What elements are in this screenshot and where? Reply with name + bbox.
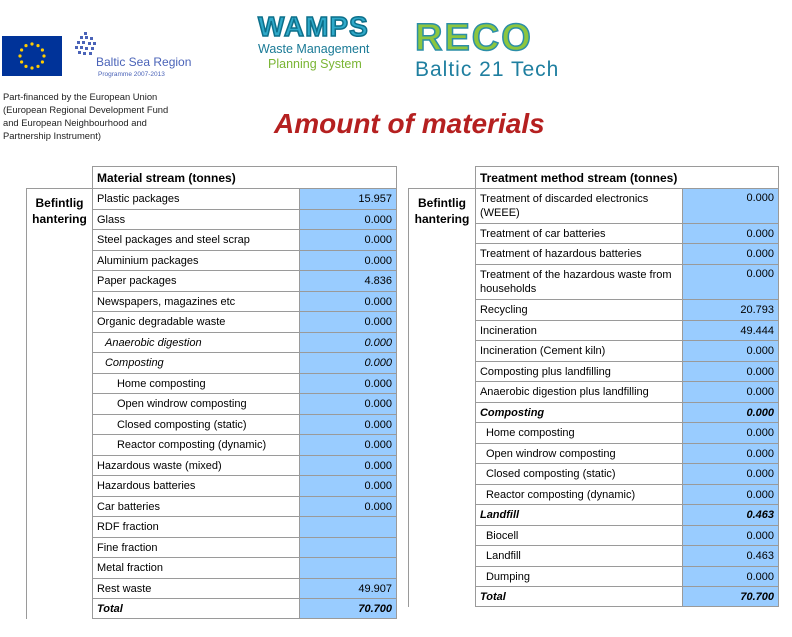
value-cell[interactable]: 0.000 bbox=[683, 189, 779, 224]
total-value: 70.700 bbox=[683, 587, 779, 607]
row-label: Rest waste bbox=[92, 579, 299, 599]
bsr-title: Baltic Sea Region bbox=[96, 55, 192, 69]
value-cell[interactable]: 0.000 bbox=[300, 374, 397, 394]
page-title: Amount of materials bbox=[274, 108, 545, 139]
row-label: Steel packages and steel scrap bbox=[92, 230, 299, 251]
row-label: Biocell bbox=[475, 526, 682, 546]
row-label: Aluminium packages bbox=[92, 251, 299, 271]
value-cell[interactable]: 20.793 bbox=[683, 300, 779, 321]
row-label: Fine fraction bbox=[92, 538, 299, 558]
row-label: Treatment of hazardous batteries bbox=[475, 244, 682, 265]
value-cell[interactable]: 0.000 bbox=[683, 362, 779, 382]
row-label: Landfill bbox=[475, 546, 682, 567]
value-cell[interactable]: 49.907 bbox=[300, 579, 397, 599]
baltic-sea-region-logo bbox=[66, 28, 196, 80]
value-cell[interactable]: 0.000 bbox=[300, 435, 397, 456]
value-cell[interactable]: 0.000 bbox=[300, 497, 397, 517]
row-label: Treatment of discarded electronics (WEEE) bbox=[475, 189, 682, 224]
value-cell[interactable]: 0.000 bbox=[300, 230, 397, 251]
row-label: Treatment of the hazardous waste from households bbox=[475, 265, 682, 300]
side-label: Befintlig hantering bbox=[27, 189, 93, 619]
row-label: Anaerobic digestion bbox=[92, 333, 299, 353]
row-label: Car batteries bbox=[92, 497, 299, 517]
side-label: Befintlig hantering bbox=[409, 189, 476, 607]
value-cell[interactable] bbox=[300, 517, 397, 538]
total-value: 70.700 bbox=[300, 599, 397, 619]
row-label: Treatment of car batteries bbox=[475, 224, 682, 244]
value-cell[interactable]: 0.000 bbox=[683, 244, 779, 265]
value-cell[interactable]: 0.463 bbox=[683, 546, 779, 567]
value-cell[interactable]: 0.000 bbox=[300, 456, 397, 476]
value-cell[interactable]: 0.000 bbox=[683, 526, 779, 546]
row-label: Recycling bbox=[475, 300, 682, 321]
funding-line: and European Neighbourhood and bbox=[3, 117, 147, 128]
value-cell[interactable]: 0.000 bbox=[300, 415, 397, 435]
value-cell[interactable]: 0.000 bbox=[300, 394, 397, 415]
value-cell[interactable]: 49.444 bbox=[683, 321, 779, 341]
value-cell[interactable] bbox=[300, 558, 397, 579]
value-cell[interactable]: 4.836 bbox=[300, 271, 397, 292]
reco-logo bbox=[415, 18, 575, 82]
wamps-line2: Planning System bbox=[268, 57, 362, 71]
value-cell[interactable]: 0.000 bbox=[300, 353, 397, 374]
value-cell[interactable]: 0.000 bbox=[683, 224, 779, 244]
treatment-table-header: Treatment method stream (tonnes) bbox=[475, 167, 778, 189]
eu-flag-icon bbox=[2, 36, 62, 76]
value-cell[interactable]: 0.000 bbox=[300, 333, 397, 353]
value-cell: 0.000 bbox=[683, 403, 779, 423]
value-cell[interactable]: 0.000 bbox=[683, 485, 779, 505]
table-corner bbox=[409, 167, 476, 189]
row-label: Reactor composting (dynamic) bbox=[92, 435, 299, 456]
value-cell[interactable] bbox=[300, 538, 397, 558]
value-cell: 0.463 bbox=[683, 505, 779, 526]
wamps-line1: Waste Management bbox=[258, 42, 370, 56]
row-label: Hazardous waste (mixed) bbox=[92, 456, 299, 476]
value-cell[interactable]: 0.000 bbox=[683, 265, 779, 300]
value-cell[interactable]: 0.000 bbox=[300, 476, 397, 497]
row-label: Composting plus landfilling bbox=[475, 362, 682, 382]
total-label: Total bbox=[92, 599, 299, 619]
row-label: Home composting bbox=[92, 374, 299, 394]
wamps-name: WAMPS bbox=[258, 11, 369, 42]
value-cell[interactable]: 0.000 bbox=[300, 210, 397, 230]
reco-sub: Baltic 21 Tech bbox=[415, 58, 560, 81]
row-label: Metal fraction bbox=[92, 558, 299, 579]
bsr-programme: Programme 2007-2013 bbox=[98, 71, 165, 78]
value-cell[interactable]: 15.957 bbox=[300, 189, 397, 210]
row-label: Home composting bbox=[475, 423, 682, 444]
value-cell[interactable]: 0.000 bbox=[300, 292, 397, 312]
reco-name: RECO bbox=[415, 17, 533, 59]
row-label: Closed composting (static) bbox=[475, 464, 682, 485]
wamps-logo bbox=[258, 12, 398, 72]
value-cell[interactable]: 0.000 bbox=[683, 423, 779, 444]
row-label: Open windrow composting bbox=[475, 444, 682, 464]
value-cell[interactable]: 0.000 bbox=[683, 567, 779, 587]
row-label: Organic degradable waste bbox=[92, 312, 299, 333]
funding-line: Part-financed by the European Union bbox=[3, 91, 158, 102]
table-corner bbox=[27, 167, 93, 189]
value-cell[interactable]: 0.000 bbox=[300, 312, 397, 333]
value-cell[interactable]: 0.000 bbox=[683, 464, 779, 485]
treatment-stream-table bbox=[408, 166, 779, 607]
material-stream-table bbox=[26, 166, 397, 619]
row-label: Reactor composting (dynamic) bbox=[475, 485, 682, 505]
funding-note bbox=[3, 90, 168, 142]
row-label: Paper packages bbox=[92, 271, 299, 292]
row-label: Composting bbox=[475, 403, 682, 423]
row-label: Landfill bbox=[475, 505, 682, 526]
funding-line: (European Regional Development Fund bbox=[3, 104, 169, 115]
funding-line: Partnership Instrument) bbox=[3, 130, 101, 141]
total-label: Total bbox=[475, 587, 682, 607]
row-label: Anaerobic digestion plus landfilling bbox=[475, 382, 682, 403]
row-label: Closed composting (static) bbox=[92, 415, 299, 435]
value-cell[interactable]: 0.000 bbox=[683, 444, 779, 464]
row-label: Glass bbox=[92, 210, 299, 230]
row-label: RDF fraction bbox=[92, 517, 299, 538]
row-label: Dumping bbox=[475, 567, 682, 587]
row-label: Incineration (Cement kiln) bbox=[475, 341, 682, 362]
value-cell[interactable]: 0.000 bbox=[683, 382, 779, 403]
value-cell[interactable]: 0.000 bbox=[300, 251, 397, 271]
row-label: Open windrow composting bbox=[92, 394, 299, 415]
row-label: Composting bbox=[92, 353, 299, 374]
material-table-header: Material stream (tonnes) bbox=[92, 167, 396, 189]
value-cell[interactable]: 0.000 bbox=[683, 341, 779, 362]
row-label: Hazardous batteries bbox=[92, 476, 299, 497]
row-label: Plastic packages bbox=[92, 189, 299, 210]
row-label: Newspapers, magazines etc bbox=[92, 292, 299, 312]
row-label: Incineration bbox=[475, 321, 682, 341]
